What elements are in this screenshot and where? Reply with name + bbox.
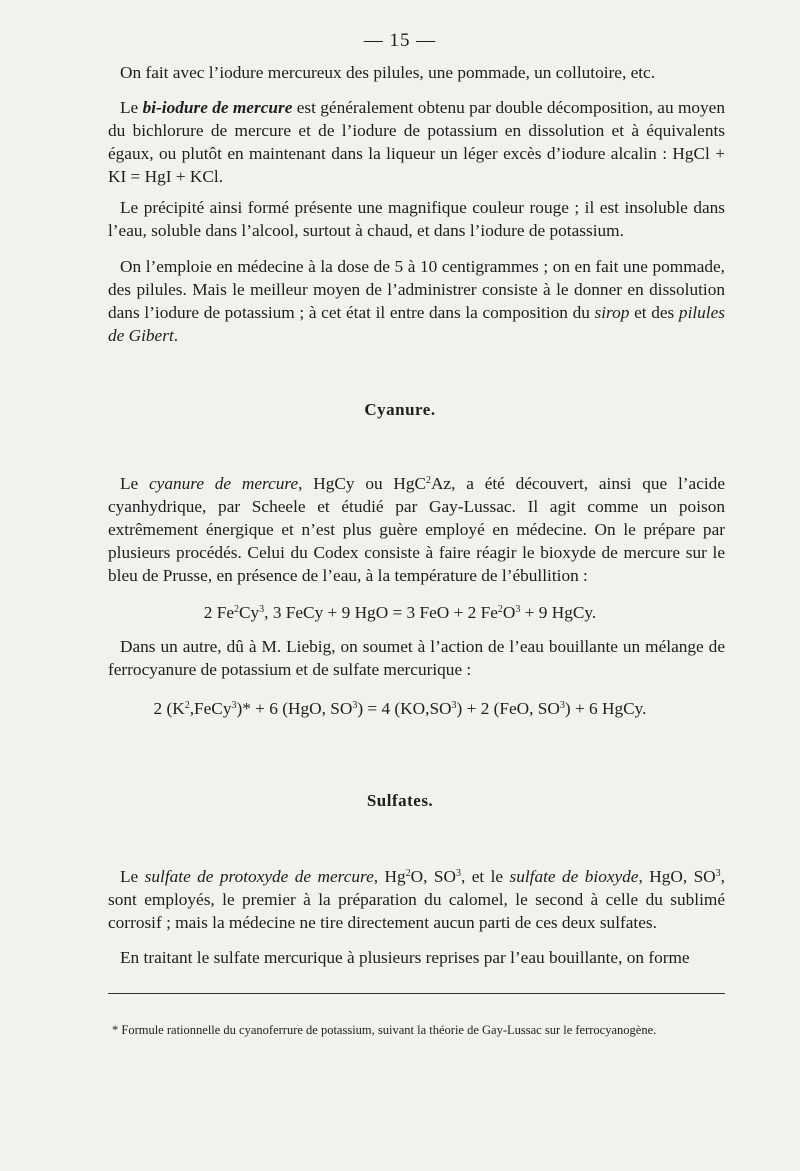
- term-bi-iodure: bi-iodure de mercure: [142, 98, 293, 117]
- paragraph-text: Le précipité ainsi formé présente une magnifique couleur rouge ; il est insoluble dans l’eau, soluble dans l’alcool, surtout à chaud, et dans l’iodure de potassium.: [108, 198, 725, 240]
- text-run: est généralement obtenu par double décomposition, au moyen du bichlorure de mercure et de l’iodure de potassium en dissolution et à équivalents égaux, ou plutôt en maintenant dans la liqueur un léger excès d’iodure alcalin : HgCl + KI = HgI + KCl.: [108, 98, 725, 186]
- equation-codex: [0, 603, 800, 623]
- subscript: 3: [715, 868, 721, 879]
- paragraph-text: Dans un autre, dû à M. Liebig, on soumet à l’action de l’eau bouillante un mélange de ferrocyanure de potassium et de sulfate mercurique :: [108, 637, 725, 679]
- footnote: * Formule rationnelle du cyanoferrure de potassium, suivant la théorie de Gay-Lussac sur le ferrocyanogène.: [112, 1023, 657, 1037]
- eq-sup: 3: [231, 700, 237, 711]
- eq-sup: 3: [559, 700, 565, 711]
- term-sirop: sirop: [594, 303, 630, 322]
- eq-sup: 3: [451, 700, 457, 711]
- subscript: 3: [455, 868, 461, 879]
- eq-run: 2 Fe: [203, 603, 234, 622]
- paragraph-cyanure: [108, 472, 725, 587]
- eq-run: O: [502, 603, 516, 622]
- paragraph-traitant: [108, 946, 725, 969]
- paragraph-liebig: [108, 635, 725, 681]
- eq-run: , 3 FeCy + 9 HgO = 3 FeO + 2 Fe: [264, 603, 498, 622]
- eq-run: )* + 6 (HgO, SO: [236, 699, 353, 718]
- text-run: On l’emploie en médecine à la dose de 5 à 10 centigrammes ; on en fait une pommade, des pilules. Mais le meilleur moyen de l’administrer consiste à le donner en dissolution dans l’iodure de potassium ; à cet état il entre dans la composition du: [108, 257, 725, 322]
- paragraph-iodure-uses: [108, 61, 725, 84]
- eq-run: ) = 4 (KO,SO: [357, 699, 452, 718]
- section-heading-sulfates: Sulfates.: [366, 791, 434, 810]
- paragraph-bi-iodure: [108, 96, 725, 188]
- eq-run: 2 (K: [153, 699, 185, 718]
- eq-run: ,FeCy: [189, 699, 232, 718]
- text-run: Le: [120, 867, 145, 886]
- paragraph-text: On fait avec l’iodure mercureux des pilules, une pommade, un collutoire, etc.: [120, 63, 656, 82]
- term-pilules-gibert: pilules de Gibert: [108, 303, 726, 345]
- text-run: et des: [629, 303, 679, 322]
- text-run: O, SO: [410, 867, 456, 886]
- eq-run: Cy: [239, 603, 260, 622]
- text-run: .: [173, 326, 179, 345]
- footnote-divider: [108, 993, 725, 994]
- eq-run: ) + 6 HgCy.: [564, 699, 647, 718]
- term-cyanure: cyanure de mercure: [149, 474, 299, 493]
- paragraph-sulfates: [108, 865, 725, 934]
- section-heading-cyanure: Cyanure.: [364, 400, 436, 419]
- eq-sup: 2: [184, 700, 190, 711]
- paragraph-precipite: [108, 196, 725, 242]
- text-run: Az, a été découvert, ainsi que l’acide cyanhydrique, par Scheele et étudié par Gay-Lussac. Il agit comme un poison extrêmement énergique et n’est plus guère employé en médecine. On le prépare par plusieurs procédés. Celui du Codex consiste à faire réagir le bioxyde de mercure sur le bleu de Prusse, en présence de l’eau, à la température de l’ébullition :: [108, 474, 725, 585]
- page-number: — 15 —: [363, 30, 437, 51]
- text-run: , et le: [460, 867, 510, 886]
- text-run: , sont employés, le premier à la préparation du calomel, le second à celle du sublimé corrosif ; mais la médecine ne tire directement aucun parti de ces deux sulfates.: [108, 867, 725, 932]
- subscript: 2: [405, 868, 411, 879]
- eq-sup: 2: [497, 604, 503, 615]
- subscript: 2: [426, 475, 432, 486]
- term-sulfate-bioxyde: sulfate de bioxyde: [509, 867, 639, 886]
- eq-run: + 9 HgCy.: [520, 603, 597, 622]
- eq-sup: 3: [352, 700, 358, 711]
- eq-sup: 3: [259, 604, 265, 615]
- eq-sup: 2: [234, 604, 239, 615]
- paragraph-emploi: [108, 255, 725, 347]
- text-run: , Hg: [373, 867, 406, 886]
- text-run: Le: [120, 98, 143, 117]
- paragraph-text: En traitant le sulfate mercurique à plusieurs reprises par l’eau bouillante, on forme: [120, 948, 690, 967]
- text-run: , HgCy ou HgC: [298, 474, 427, 493]
- eq-run: ) + 2 (FeO, SO: [456, 699, 560, 718]
- eq-sup: 3: [515, 604, 521, 615]
- equation-liebig: [0, 699, 800, 719]
- text-run: Le: [120, 474, 149, 493]
- term-sulfate-protoxyde: sulfate de protoxyde de mercure: [144, 867, 374, 886]
- text-run: , HgO, SO: [638, 867, 716, 886]
